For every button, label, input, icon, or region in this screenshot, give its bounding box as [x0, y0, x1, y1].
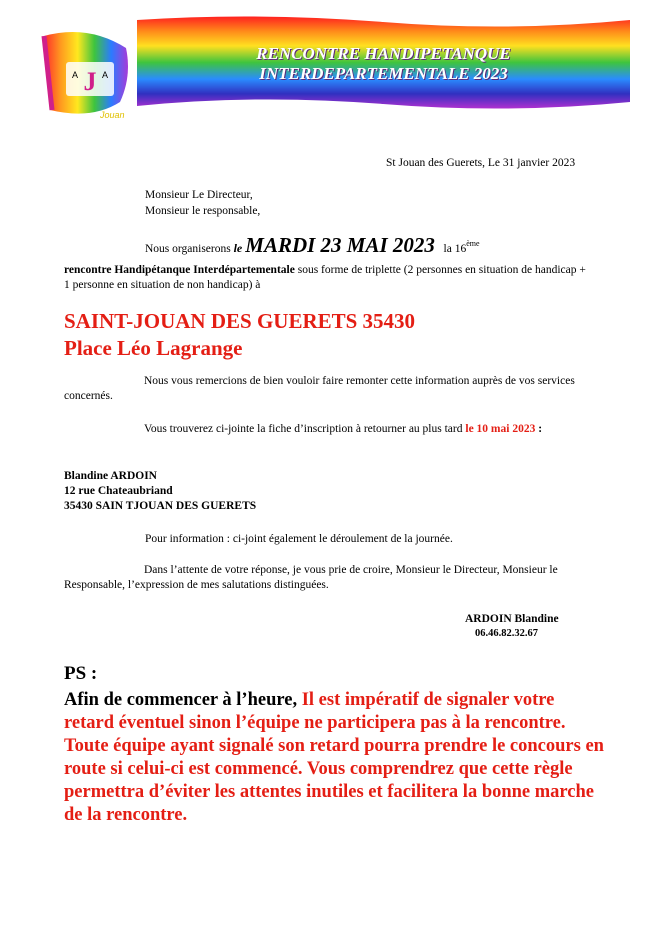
form-text: Vous trouverez ci-jointe la fiche d’inscription à retourner au plus tard: [144, 423, 466, 435]
banner-title-line2: INTERDEPARTEMENTALE 2023: [259, 64, 508, 83]
club-logo: [40, 30, 132, 120]
return-address: [64, 469, 256, 514]
intro-le: le: [233, 241, 246, 255]
ps-black-part: Afin de commencer à l’heure,: [64, 690, 302, 710]
intro-rest: sous forme de triplette (2 personnes en situation de handicap + 1 personne en situation de non handicap) à: [64, 264, 586, 291]
intro-prefix: Nous organiserons: [145, 243, 234, 255]
thanks-paragraph: Nous vous remercions de bien vouloir faire remonter cette information auprès de vos services concernés.: [64, 375, 575, 402]
intro-la: la 16: [443, 243, 467, 255]
svg-text:J: J: [83, 67, 97, 96]
ps-text: [64, 689, 604, 827]
address-city: 35430 SAIN TJOUAN DES GUERETS: [64, 500, 257, 512]
intro-line: [145, 233, 480, 257]
location-town: SAINT-JOUAN DES GUERETS 35430: [64, 309, 416, 333]
form-paragraph: [64, 422, 584, 437]
svg-text:Jouan: Jouan: [100, 110, 125, 120]
address-name: Blandine ARDOIN: [64, 470, 157, 482]
salutation-director: Monsieur Le Directeur,: [145, 189, 253, 201]
intro-description: [64, 263, 594, 293]
event-date: MARDI 23 MAI 2023: [245, 233, 435, 257]
banner-title-line1: RENCONTRE HANDIPETANQUE: [256, 44, 511, 63]
form-deadline: le 10 mai 2023: [465, 423, 536, 435]
form-colon: :: [535, 423, 543, 435]
ps-red-part-1: Il est impératif de signaler votre retard éventuel sinon l’équipe ne participera pas à la rencontre.: [64, 690, 566, 733]
banner-title: [137, 44, 630, 84]
date-line: St Jouan des Guerets, Le 31 janvier 2023: [386, 157, 576, 169]
svg-text:A: A: [72, 70, 79, 80]
salutation-responsible: Monsieur le responsable,: [145, 205, 261, 217]
signature-phone: 06.46.82.32.67: [475, 628, 538, 639]
intro-sup: ème: [466, 239, 480, 248]
closing-paragraph: Dans l’attente de votre réponse, je vous prie de croire, Monsieur le Directeur, Monsieur le Responsable, l’expression de mes salutations distinguées.: [64, 564, 558, 591]
address-street: 12 rue Chateaubriand: [64, 485, 173, 497]
intro-event-name: rencontre Handipétanque Interdépartementale: [64, 264, 295, 276]
svg-text:A: A: [102, 70, 109, 80]
location-place: Place Léo Lagrange: [64, 336, 243, 360]
signature-name: ARDOIN Blandine: [465, 613, 559, 625]
ps-label: PS :: [64, 663, 98, 684]
info-paragraph: Pour information : ci-joint également le déroulement de la journée.: [145, 533, 453, 545]
ps-red-part-2: Toute équipe ayant signalé son retard pourra prendre le concours en route si celui-ci est commencé. Vous comprendrez que cette règle permettra d’éviter les attentes inutiles et facilitera la bonne marche de la rencontre.: [64, 736, 604, 825]
